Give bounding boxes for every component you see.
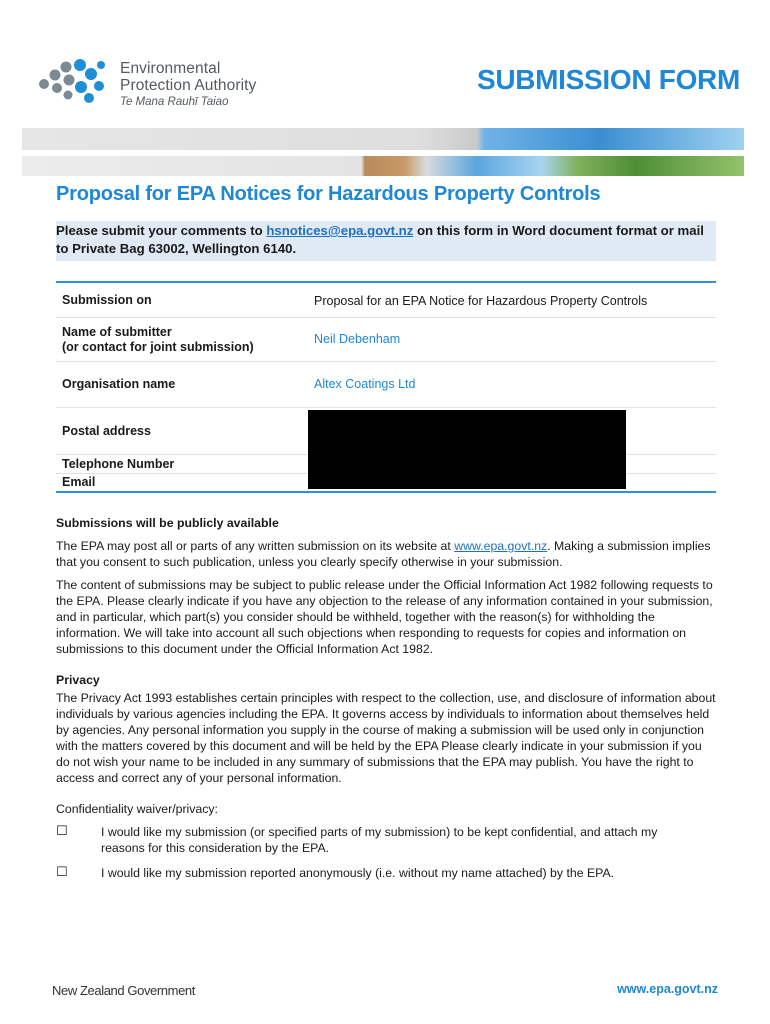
label-submitter (62, 325, 254, 355)
logo-line-1: Environmental (120, 60, 221, 77)
public-paragraph-2: The content of submissions may be subject to public release under the Official Information Act 1982 following requests to the EPA. Please clearly indicate if you have any objection to the release of any information contained in your submission, and in particular, which part(s) you consider should be withheld, together with the reason(s) for withholding the information. We will take into account all such objections when responding to requests for copies and information on submissions to this document under the Official Information Act 1982. (56, 578, 713, 657)
label-postal-address: Postal address (62, 424, 151, 438)
banner-top-strip (22, 128, 744, 150)
value-submission-on[interactable]: Proposal for an EPA Notice for Hazardous Property Controls (314, 294, 648, 308)
confidentiality-heading: Confidentiality waiver/privacy: (56, 802, 218, 816)
value-organisation[interactable]: Altex Coatings Ltd (314, 377, 416, 391)
public-p1-prefix: The EPA may post all or parts of any written submission on its website at (56, 539, 455, 553)
logo-line-2: Protection Authority (120, 77, 257, 94)
privacy-heading: Privacy (56, 673, 100, 687)
notice-suffix: on this form in Word document format or mail to Private Bag 63002, Wellington 6140. (56, 223, 704, 256)
label-submitter-line-1: Name of submitter (62, 325, 172, 339)
header-banner (22, 128, 744, 178)
redaction-block (308, 410, 626, 489)
option-anonymous-label: I would like my submission reported anonymously (i.e. without my name attached) by the EPA. (101, 866, 615, 880)
table-row-organisation (56, 362, 716, 408)
form-title: SUBMISSION FORM (476, 64, 740, 95)
notice-prefix: Please submit your comments to (56, 223, 267, 238)
checkbox-confidential[interactable]: ☐ (56, 823, 68, 838)
table-bottom-rule (56, 491, 716, 493)
label-email: Email (62, 475, 96, 489)
nz-government-logo: New Zealand Government (52, 983, 195, 998)
logo-wordmark (120, 60, 256, 110)
public-heading: Submissions will be publicly available (56, 516, 279, 530)
logo-subtitle: Te Mana Rauhī Taiao (120, 96, 229, 108)
email-link[interactable]: hsnotices@epa.govt.nz (266, 223, 414, 238)
label-submission-on: Submission on (62, 293, 152, 307)
table-row-submission-on (56, 283, 716, 318)
table-row-submitter (56, 318, 716, 362)
checkbox-anonymous[interactable]: ☐ (56, 864, 68, 879)
public-p1-suffix: . Making a submission implies that you consent to such publication, unless you clearly specify otherwise in your submission. (56, 539, 711, 570)
banner-bottom-strip (22, 156, 744, 176)
website-link[interactable]: www.epa.govt.nz (454, 539, 548, 553)
proposal-title: Proposal for EPA Notices for Hazardous Property Controls (56, 183, 601, 205)
label-organisation: Organisation name (62, 377, 176, 391)
epa-dots-logo-icon (36, 57, 110, 109)
label-submitter-line-2: (or contact for joint submission) (62, 340, 254, 354)
option-confidential-label: I would like my submission (or specified parts of my submission) to be kept confidential, and attach my reasons for this consideration by the EPA. (101, 825, 658, 855)
footer-website-link[interactable]: www.epa.govt.nz (617, 982, 718, 996)
public-paragraph-1 (56, 538, 718, 570)
value-submitter[interactable]: Neil Debenham (314, 332, 401, 346)
privacy-paragraph: The Privacy Act 1993 establishes certain principles with respect to the collection, use, and disclosure of information about individuals by various agencies including the EPA. It governs access by individuals to information about themselves held by agencies. Any personal information you supply in the course of making a submission will be used only in conjunction with the matters covered by this document and will be held by the EPA Please clearly indicate in your submission if you do not wish your name to be included in any summary of submissions that the EPA may publish. You have the right to access and correct any of your personal information. (56, 691, 716, 786)
label-telephone: Telephone Number (62, 457, 175, 471)
submission-instructions (56, 221, 716, 261)
